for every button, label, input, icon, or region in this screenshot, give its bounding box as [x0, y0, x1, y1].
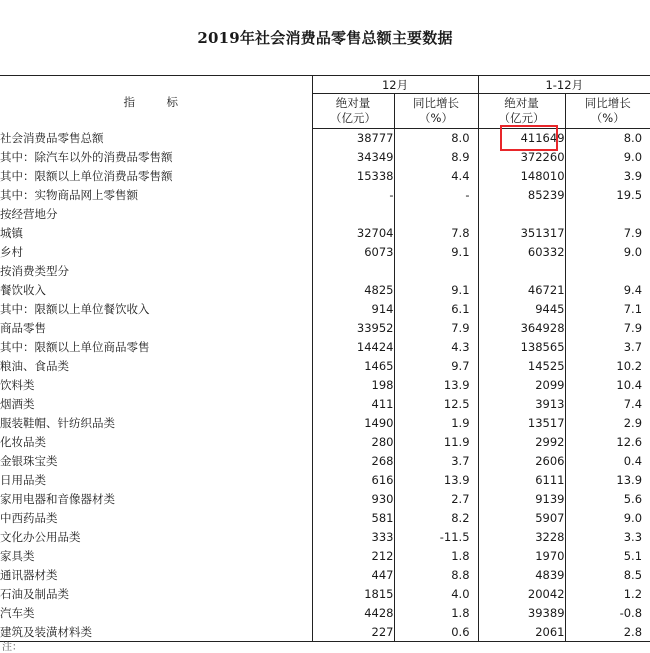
ytd-yoy-cell: 7.4 — [565, 395, 650, 414]
ytd-yoy-cell: 7.1 — [565, 300, 650, 319]
dec-abs-cell: 227 — [312, 623, 394, 642]
ytd-abs-cell: 2099 — [478, 376, 565, 395]
dec-yoy-cell: 4.3 — [394, 338, 478, 357]
ytd-yoy-cell: 7.9 — [565, 224, 650, 243]
ytd-abs-cell: 2606 — [478, 452, 565, 471]
ytd-yoy-cell: 13.9 — [565, 471, 650, 490]
row-label: 通讯器材类 — [0, 568, 58, 582]
dec-yoy-cell: 8.8 — [394, 566, 478, 585]
row-label: 烟酒类 — [0, 397, 35, 411]
dec-yoy-cell: 9.1 — [394, 281, 478, 300]
dec-yoy-cell: 4.0 — [394, 585, 478, 604]
ytd-abs-cell: 9445 — [478, 300, 565, 319]
dec-abs-cell: 411 — [312, 395, 394, 414]
yoy-header-label: 同比增长 — [413, 96, 459, 110]
ytd-abs-cell: 5907 — [478, 509, 565, 528]
ytd-yoy-cell: 5.6 — [565, 490, 650, 509]
ytd-yoy-cell: 5.1 — [565, 547, 650, 566]
page-title: 2019年社会消费品零售总额主要数据 — [197, 29, 453, 47]
row-label: 家用电器和音像器材类 — [0, 492, 115, 506]
ytd-yoy-cell: -0.8 — [565, 604, 650, 623]
ytd-yoy-cell: 3.7 — [565, 338, 650, 357]
table-row — [0, 509, 650, 528]
row-label: 文化办公用品类 — [0, 530, 81, 544]
table-row — [0, 433, 650, 452]
table-row — [0, 566, 650, 585]
dec-abs-cell: 212 — [312, 547, 394, 566]
dec-yoy-cell: 9.1 — [394, 243, 478, 262]
retail-data-table — [0, 75, 650, 642]
ytd-abs-cell: 3913 — [478, 395, 565, 414]
dec-yoy-cell: 8.9 — [394, 148, 478, 167]
dec-abs-cell: 447 — [312, 566, 394, 585]
dec-yoy-cell: 8.2 — [394, 509, 478, 528]
dec-yoy-cell: 0.6 — [394, 623, 478, 642]
ytd-yoy-cell: 3.9 — [565, 167, 650, 186]
period-dec-header: 12月 — [312, 76, 478, 94]
ytd-yoy-cell: 7.9 — [565, 319, 650, 338]
ytd-abs-cell: 138565 — [478, 338, 565, 357]
row-label: 服装鞋帽、针纺织品类 — [0, 416, 115, 430]
row-label: 石油及制品类 — [0, 587, 69, 601]
dec-yoy-cell: 9.7 — [394, 357, 478, 376]
table-row — [0, 585, 650, 604]
table-row — [0, 490, 650, 509]
row-label: 其中：限额以上单位消费品零售额 — [0, 169, 173, 183]
table-body — [0, 129, 650, 643]
dec-abs-cell: 32704 — [312, 224, 394, 243]
row-label: 饮料类 — [0, 378, 35, 392]
ytd-abs-cell: 6111 — [478, 471, 565, 490]
ytd-yoy-cell: 9.0 — [565, 148, 650, 167]
dec-yoy-cell: 2.7 — [394, 490, 478, 509]
ytd-abs-cell: 148010 — [478, 167, 565, 186]
row-label: 家具类 — [0, 549, 35, 563]
yoy-header-unit: （%） — [419, 111, 453, 125]
dec-yoy-cell: 8.0 — [394, 129, 478, 149]
dec-abs-cell — [312, 262, 394, 281]
row-label: 按消费类型分 — [0, 264, 69, 278]
ytd-abs-cell: 1970 — [478, 547, 565, 566]
dec-abs-cell: 38777 — [312, 129, 394, 149]
dec-abs-cell: 1815 — [312, 585, 394, 604]
dec-abs-cell: 34349 — [312, 148, 394, 167]
ytd-abs-header — [478, 94, 565, 129]
ytd-abs-cell — [478, 262, 565, 281]
ytd-yoy-header — [565, 94, 650, 129]
ytd-abs-cell: 39389 — [478, 604, 565, 623]
dec-abs-cell: 280 — [312, 433, 394, 452]
row-label: 社会消费品零售总额 — [0, 130, 104, 145]
ytd-abs-cell: 411649 — [478, 129, 565, 149]
ytd-yoy-cell: 1.2 — [565, 585, 650, 604]
ytd-abs-cell: 2061 — [478, 623, 565, 642]
ytd-abs-cell: 60332 — [478, 243, 565, 262]
ytd-yoy-cell: 12.6 — [565, 433, 650, 452]
dec-abs-cell: 6073 — [312, 243, 394, 262]
dec-yoy-cell: 1.8 — [394, 604, 478, 623]
dec-yoy-cell: 6.1 — [394, 300, 478, 319]
dec-yoy-cell: 3.7 — [394, 452, 478, 471]
table-row — [0, 167, 650, 186]
dec-abs-cell: 198 — [312, 376, 394, 395]
ytd-abs-cell: 351317 — [478, 224, 565, 243]
abs-header-unit: （亿元） — [330, 111, 376, 125]
dec-abs-cell: 333 — [312, 528, 394, 547]
dec-yoy-cell: 1.9 — [394, 414, 478, 433]
table-row — [0, 376, 650, 395]
row-label: 餐饮收入 — [0, 283, 46, 297]
dec-abs-cell: 930 — [312, 490, 394, 509]
dec-yoy-cell: 11.9 — [394, 433, 478, 452]
indicator-header-label: 指 标 — [123, 95, 188, 110]
highlight-box — [500, 125, 558, 151]
row-label: 金银珠宝类 — [0, 454, 58, 468]
row-label: 按经营地分 — [0, 207, 58, 221]
row-label: 中西药品类 — [0, 511, 58, 525]
dec-yoy-cell: 7.8 — [394, 224, 478, 243]
ytd-yoy-cell: 8.0 — [565, 129, 650, 149]
table-row — [0, 471, 650, 490]
row-label: 商品零售 — [0, 321, 46, 335]
table-row — [0, 452, 650, 471]
abs-header-unit: （亿元） — [498, 111, 545, 125]
dec-abs-cell: 4428 — [312, 604, 394, 623]
table-row — [0, 623, 650, 642]
dec-abs-cell: 581 — [312, 509, 394, 528]
ytd-yoy-cell: 9.0 — [565, 509, 650, 528]
ytd-yoy-cell: 10.4 — [565, 376, 650, 395]
table-row — [0, 281, 650, 300]
ytd-abs-cell: 3228 — [478, 528, 565, 547]
table-row — [0, 528, 650, 547]
ytd-yoy-cell: 8.5 — [565, 566, 650, 585]
table-row — [0, 319, 650, 338]
row-label: 其中：除汽车以外的消费品零售额 — [0, 150, 173, 164]
ytd-yoy-cell: 2.9 — [565, 414, 650, 433]
bottom-rule — [0, 641, 650, 642]
row-label: 汽车类 — [0, 606, 35, 620]
row-label: 其中：限额以上单位商品零售 — [0, 340, 150, 354]
ytd-abs-cell: 364928 — [478, 319, 565, 338]
dec-abs-cell: 616 — [312, 471, 394, 490]
table-row — [0, 224, 650, 243]
ytd-yoy-cell: 0.4 — [565, 452, 650, 471]
ytd-abs-cell: 9139 — [478, 490, 565, 509]
dec-yoy-cell: 4.4 — [394, 167, 478, 186]
ytd-yoy-cell: 3.3 — [565, 528, 650, 547]
ytd-yoy-cell: 10.2 — [565, 357, 650, 376]
dec-abs-cell: 14424 — [312, 338, 394, 357]
table-row — [0, 395, 650, 414]
ytd-yoy-cell: 9.0 — [565, 243, 650, 262]
table-row — [0, 186, 650, 205]
ytd-abs-cell: 20042 — [478, 585, 565, 604]
dec-abs-cell: - — [312, 186, 394, 205]
row-label: 其中：实物商品网上零售额 — [0, 188, 138, 202]
table-row — [0, 205, 650, 224]
dec-yoy-cell: 7.9 — [394, 319, 478, 338]
table-row — [0, 300, 650, 319]
footnote: 注： — [2, 642, 22, 653]
ytd-abs-cell — [478, 205, 565, 224]
dec-yoy-cell: 13.9 — [394, 471, 478, 490]
ytd-yoy-cell: 19.5 — [565, 186, 650, 205]
table-row — [0, 357, 650, 376]
dec-abs-cell: 33952 — [312, 319, 394, 338]
table-row — [0, 338, 650, 357]
dec-yoy-cell: -11.5 — [394, 528, 478, 547]
table-row — [0, 262, 650, 281]
dec-yoy-cell: 12.5 — [394, 395, 478, 414]
row-label: 粮油、食品类 — [0, 359, 69, 373]
ytd-yoy-cell: 2.8 — [565, 623, 650, 642]
dec-yoy-cell — [394, 205, 478, 224]
ytd-abs-cell: 372260 — [478, 148, 565, 167]
dec-abs-header — [312, 94, 394, 129]
table-row — [0, 414, 650, 433]
dec-yoy-cell — [394, 262, 478, 281]
dec-abs-cell: 914 — [312, 300, 394, 319]
ytd-abs-cell: 14525 — [478, 357, 565, 376]
dec-yoy-header — [394, 94, 478, 129]
row-label: 其中：限额以上单位餐饮收入 — [0, 302, 150, 316]
ytd-abs-cell: 46721 — [478, 281, 565, 300]
ytd-abs-cell: 4839 — [478, 566, 565, 585]
ytd-abs-cell: 2992 — [478, 433, 565, 452]
row-label: 日用品类 — [0, 473, 46, 487]
dec-abs-cell: 4825 — [312, 281, 394, 300]
abs-header-label: 绝对量 — [335, 96, 371, 110]
row-label: 建筑及装潢材料类 — [0, 625, 92, 639]
dec-yoy-cell: - — [394, 186, 478, 205]
ytd-yoy-cell: 9.4 — [565, 281, 650, 300]
dec-abs-cell: 1465 — [312, 357, 394, 376]
table-row — [0, 604, 650, 623]
row-label: 乡村 — [0, 245, 23, 259]
dec-abs-cell — [312, 205, 394, 224]
ytd-yoy-cell — [565, 205, 650, 224]
dec-yoy-cell: 1.8 — [394, 547, 478, 566]
ytd-yoy-cell — [565, 262, 650, 281]
dec-abs-cell: 268 — [312, 452, 394, 471]
ytd-abs-cell: 85239 — [478, 186, 565, 205]
period-ytd-header: 1-12月 — [478, 76, 650, 94]
row-label: 城镇 — [0, 226, 23, 240]
table-row — [0, 243, 650, 262]
dec-abs-cell: 15338 — [312, 167, 394, 186]
yoy-header-label: 同比增长 — [584, 96, 631, 110]
row-label: 化妆品类 — [0, 435, 46, 449]
dec-yoy-cell: 13.9 — [394, 376, 478, 395]
indicator-header — [0, 76, 312, 129]
table-row — [0, 547, 650, 566]
ytd-abs-cell: 13517 — [478, 414, 565, 433]
dec-abs-cell: 1490 — [312, 414, 394, 433]
abs-header-label: 绝对量 — [504, 96, 539, 110]
yoy-header-unit: （%） — [590, 111, 625, 125]
